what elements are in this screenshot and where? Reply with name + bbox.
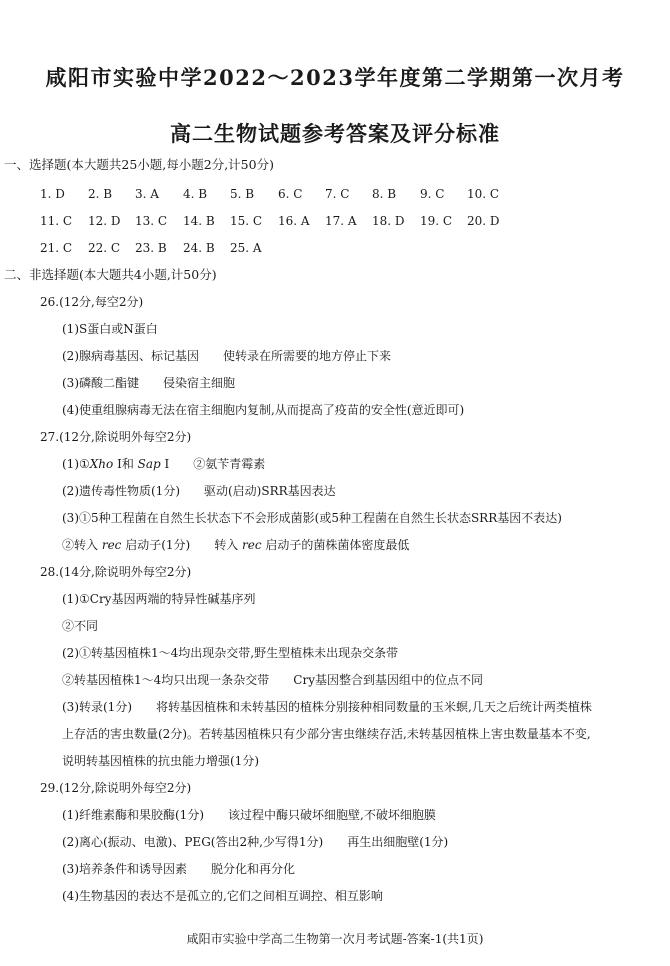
answer-line: (3)①5种工程菌在自然生长状态下不会形成菌影(或5种工程菌在自然生长状态SRR基因不表达)	[62, 511, 562, 525]
choice-answer: 12. D	[88, 214, 121, 228]
choice-answer: 24. B	[183, 241, 215, 255]
gene-name: rec	[242, 538, 262, 552]
answer-line: (1)S蛋白或N蛋白	[62, 322, 158, 336]
answer-text: 启动子的菌株菌体密度最低	[261, 538, 410, 552]
answer-text: (1)①	[62, 457, 90, 471]
answer-line: ②转基因植株1～4均只出现一条杂交带 Cry基因整合到基因组中的位点不同	[62, 673, 483, 687]
choice-answer: 25. A	[230, 241, 262, 255]
choice-answer: 2. B	[88, 187, 113, 201]
answer-line: (2)腺病毒基因、标记基因 使转录在所需要的地方停止下来	[62, 349, 392, 363]
answer-line: (4)生物基因的表达不是孤立的,它们之间相互调控、相互影响	[62, 889, 383, 903]
answer-line: 说明转基因植株的抗虫能力增强(1分)	[62, 754, 259, 768]
choice-answer: 1. D	[40, 187, 65, 201]
choice-answer: 5. B	[230, 187, 255, 201]
choice-answer: 6. C	[278, 187, 303, 201]
answer-line: (1)纤维素酶和果胶酶(1分) 该过程中酶只破坏细胞壁,不破坏细胞膜	[62, 808, 436, 822]
answer-line: (3)培养条件和诱导因素 脱分化和再分化	[62, 862, 295, 876]
choice-answer: 15. C	[230, 214, 263, 228]
choice-answer: 3. A	[135, 187, 159, 201]
choice-answer: 7. C	[325, 187, 350, 201]
choice-answer: 4. B	[183, 187, 208, 201]
choice-answer: 16. A	[278, 214, 310, 228]
choice-answer: 21. C	[40, 241, 73, 255]
answer-line: (3)磷酸二酯键 侵染宿主细胞	[62, 376, 235, 390]
answer-line: (4)使重组腺病毒无法在宿主细胞内复制,从而提高了疫苗的安全性(意近即可)	[62, 403, 465, 417]
answer-text: Ⅰ和	[113, 457, 138, 471]
answer-line: (1)①Cry基因两端的特异性碱基序列	[62, 592, 256, 606]
answer-text: Ⅰ ②氨苄青霉素	[160, 457, 266, 471]
answer-text: ②转入	[62, 538, 102, 552]
answer-line: (2)①转基因植株1～4均出现杂交带,野生型植株未出现杂交条带	[62, 646, 399, 660]
choice-answer: 11. C	[40, 214, 73, 228]
page-footer: 咸阳市实验中学高二生物第一次月考试题-答案-1(共1页)	[186, 932, 484, 946]
answer-line	[62, 456, 265, 472]
enzyme-name: Xho	[89, 457, 114, 471]
choice-answer: 8. B	[372, 187, 397, 201]
answer-line: (2)离心(振动、电激)、PEG(答出2种,少写得1分) 再生出细胞壁(1分)	[62, 835, 449, 849]
choice-answer: 9. C	[420, 187, 445, 201]
choice-answer: 14. B	[183, 214, 215, 228]
question-27-header: 27.(12分,除说明外每空2分)	[40, 430, 192, 444]
document-title: 高二生物试题参考答案及评分标准	[170, 121, 500, 146]
school-exam-title: 咸阳市实验中学2022～2023学年度第二学期第一次月考	[45, 65, 625, 90]
question-26-header: 26.(12分,每空2分)	[40, 295, 144, 309]
section1-heading: 一、选择题(本大题共25小题,每小题2分,计50分)	[4, 157, 274, 172]
choice-answer: 19. C	[420, 214, 453, 228]
answer-line: (2)遗传毒性物质(1分) 驱动(启动)SRR基因表达	[62, 484, 336, 498]
answer-line	[62, 537, 409, 553]
section2-heading: 二、非选择题(本大题共4小题,计50分)	[4, 267, 217, 282]
choice-answer: 18. D	[372, 214, 405, 228]
choice-answer: 13. C	[135, 214, 168, 228]
choice-answer: 10. C	[467, 187, 500, 201]
answer-line: ②不同	[62, 619, 99, 633]
choice-answer: 17. A	[325, 214, 357, 228]
choice-answer: 23. B	[135, 241, 167, 255]
gene-name: rec	[101, 538, 122, 552]
choice-answer: 22. C	[88, 241, 121, 255]
enzyme-name: Sap	[137, 457, 161, 471]
answer-text: 启动子(1分) 转入	[121, 538, 243, 552]
choice-answer: 20. D	[467, 214, 500, 228]
question-28-header: 28.(14分,除说明外每空2分)	[40, 565, 192, 579]
answer-line: 上存活的害虫数量(2分)。若转基因植株只有少部分害虫继续存活,未转基因植株上害虫数量基本不变,	[62, 727, 591, 741]
question-29-header: 29.(12分,除说明外每空2分)	[40, 781, 192, 795]
answer-line: (3)转录(1分) 将转基因植株和未转基因的植株分别接种相同数量的玉米螟,几天之后统计两类植株	[62, 700, 592, 714]
